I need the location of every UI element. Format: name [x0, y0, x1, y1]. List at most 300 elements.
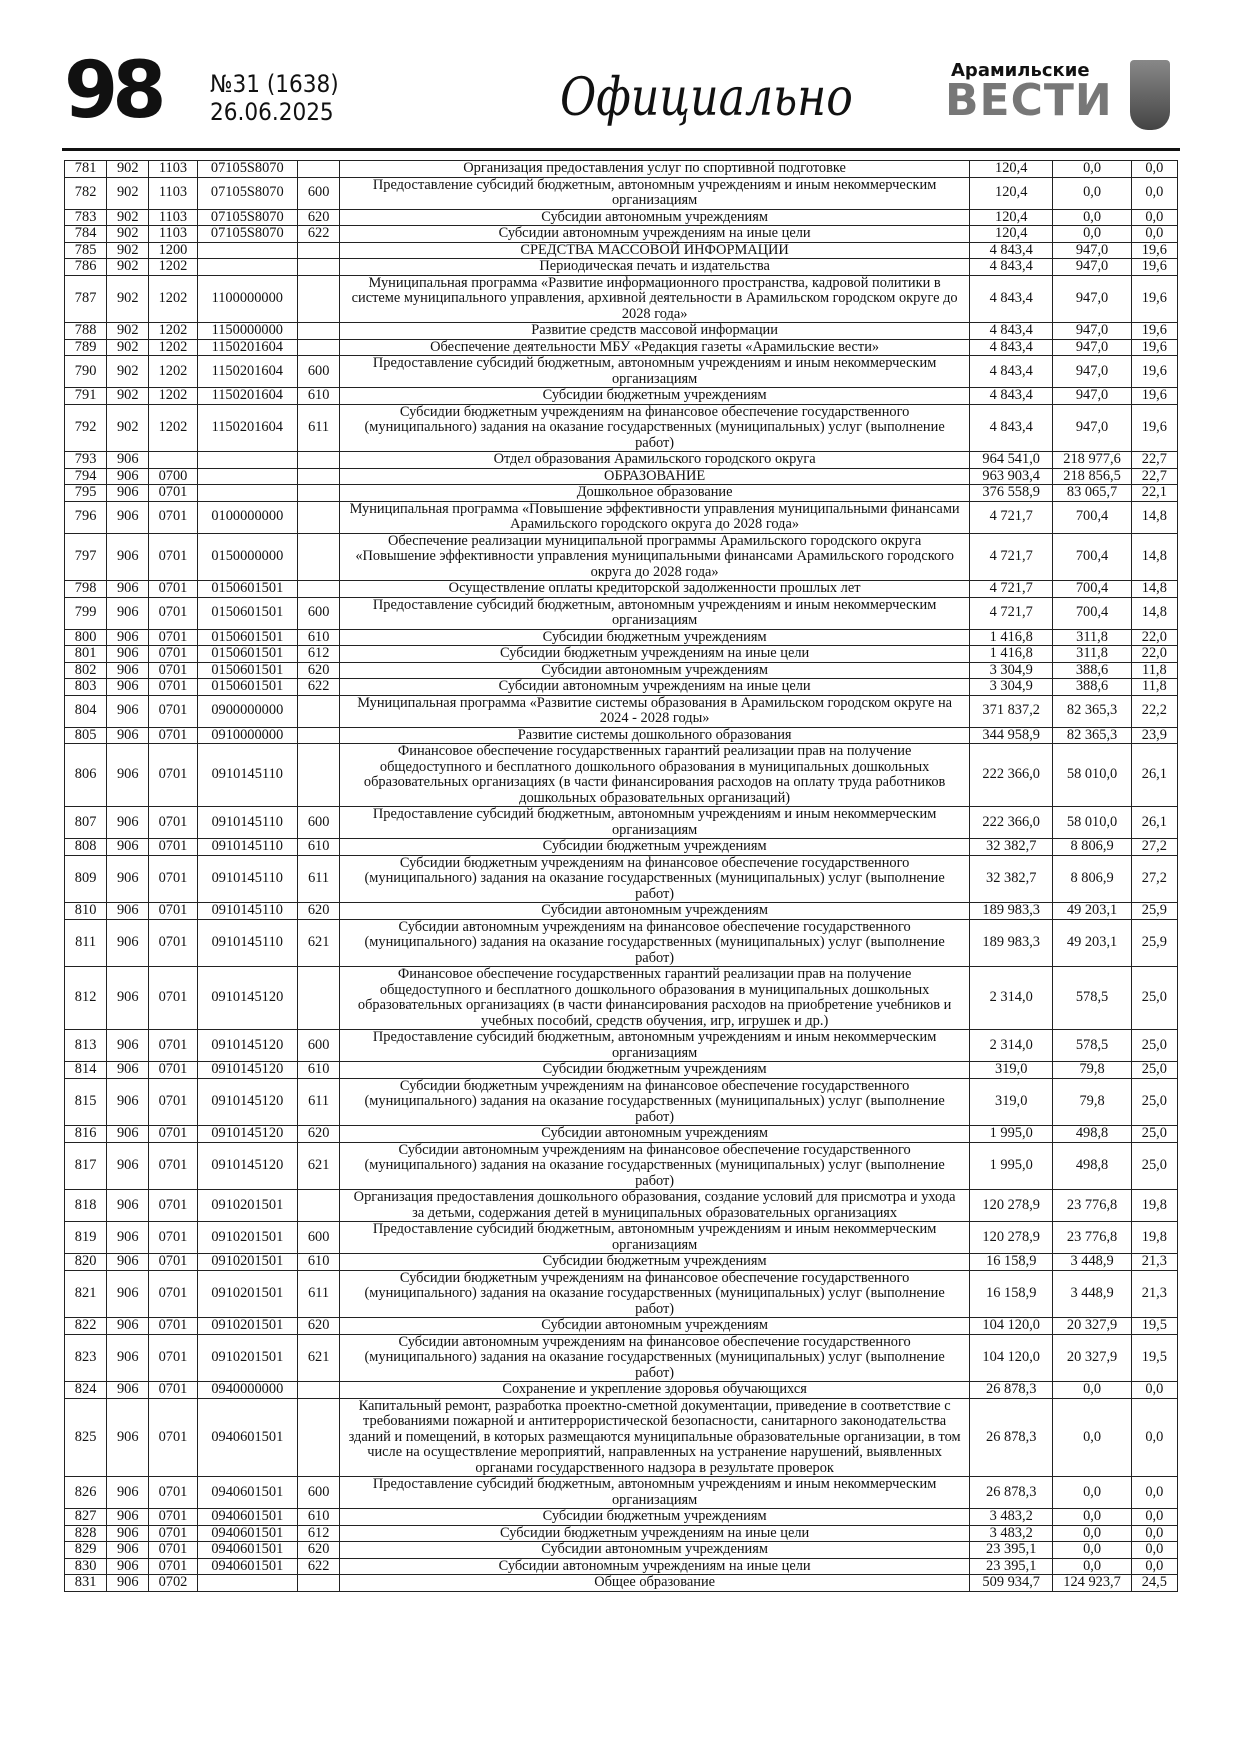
expense-type-code: 600 [298, 177, 340, 209]
row-number: 819 [65, 1222, 107, 1254]
table-row [65, 727, 1178, 744]
table-row [65, 323, 1178, 340]
section-code: 0701 [149, 1509, 197, 1526]
target-article-code: 1100000000 [197, 275, 297, 323]
actual-amount: 0,0 [1053, 1398, 1131, 1477]
expense-type-code [298, 323, 340, 340]
target-article-code: 1150000000 [197, 323, 297, 340]
table-row [65, 452, 1178, 469]
planned-amount: 4 843,4 [970, 323, 1053, 340]
row-number: 805 [65, 727, 107, 744]
target-article-code: 0910201501 [197, 1222, 297, 1254]
department-code: 906 [107, 1334, 149, 1382]
target-article-code: 0910000000 [197, 727, 297, 744]
target-article-code: 0150601501 [197, 679, 297, 696]
newspaper-logo [945, 60, 1115, 126]
actual-amount: 0,0 [1053, 226, 1131, 243]
expense-type-code: 600 [298, 1222, 340, 1254]
expense-type-code: 610 [298, 1254, 340, 1271]
planned-amount: 1 995,0 [970, 1126, 1053, 1143]
department-code: 906 [107, 1477, 149, 1509]
department-code: 902 [107, 242, 149, 259]
expense-type-code: 622 [298, 679, 340, 696]
issue-number: №31 (1638) [210, 70, 339, 98]
table-row [65, 501, 1178, 533]
item-name: Предоставление субсидий бюджетным, автономным учреждениям и иным некоммерческим организациям [340, 807, 970, 839]
actual-amount: 218 977,6 [1053, 452, 1131, 469]
target-article-code: 0940601501 [197, 1509, 297, 1526]
actual-amount: 700,4 [1053, 597, 1131, 629]
planned-amount: 1 995,0 [970, 1142, 1053, 1190]
target-article-code: 0910201501 [197, 1254, 297, 1271]
table-row [65, 404, 1178, 452]
target-article-code: 0910201501 [197, 1334, 297, 1382]
actual-amount: 947,0 [1053, 356, 1131, 388]
actual-amount: 49 203,1 [1053, 919, 1131, 967]
execution-percent: 11,8 [1131, 679, 1177, 696]
issue-date: 26.06.2025 [210, 98, 334, 126]
row-number: 796 [65, 501, 107, 533]
execution-percent: 0,0 [1131, 1525, 1177, 1542]
row-number: 799 [65, 597, 107, 629]
execution-percent: 25,0 [1131, 1126, 1177, 1143]
section-code: 0701 [149, 1558, 197, 1575]
item-name: Субсидии автономным учреждениям [340, 1318, 970, 1335]
execution-percent: 25,0 [1131, 1142, 1177, 1190]
table-row [65, 242, 1178, 259]
expense-type-code: 622 [298, 1558, 340, 1575]
execution-percent: 22,1 [1131, 485, 1177, 502]
department-code: 906 [107, 1078, 149, 1126]
execution-percent: 23,9 [1131, 727, 1177, 744]
execution-percent: 0,0 [1131, 1542, 1177, 1559]
item-name: Субсидии бюджетным учреждениям [340, 1062, 970, 1079]
section-code: 0700 [149, 468, 197, 485]
table-row [65, 1542, 1178, 1559]
item-name: Осуществление оплаты кредиторской задолженности прошлых лет [340, 581, 970, 598]
department-code: 906 [107, 1558, 149, 1575]
planned-amount: 509 934,7 [970, 1575, 1053, 1592]
target-article-code: 0150601501 [197, 597, 297, 629]
item-name: Субсидии автономным учреждениям [340, 1542, 970, 1559]
actual-amount: 947,0 [1053, 259, 1131, 276]
section-code [149, 452, 197, 469]
table-row [65, 1334, 1178, 1382]
row-number: 808 [65, 839, 107, 856]
expense-type-code [298, 161, 340, 178]
planned-amount: 1 416,8 [970, 629, 1053, 646]
row-number: 812 [65, 967, 107, 1030]
row-number: 831 [65, 1575, 107, 1592]
section-code: 0701 [149, 1222, 197, 1254]
section-code: 0701 [149, 679, 197, 696]
execution-percent: 0,0 [1131, 1398, 1177, 1477]
item-name: Муниципальная программа «Развитие системы образования в Арамильском городском округе на 2024 - 2028 годы» [340, 695, 970, 727]
department-code: 902 [107, 209, 149, 226]
department-code: 906 [107, 1062, 149, 1079]
item-name: Субсидии бюджетным учреждениям на иные цели [340, 646, 970, 663]
actual-amount: 947,0 [1053, 275, 1131, 323]
planned-amount: 3 304,9 [970, 662, 1053, 679]
table-row [65, 662, 1178, 679]
section-code: 0701 [149, 1254, 197, 1271]
item-name: Субсидии бюджетным учреждениям на финансовое обеспечение государственного (муниципального) задания на оказание государственных (муниципальных) услуг (выполнение работ) [340, 1270, 970, 1318]
row-number: 822 [65, 1318, 107, 1335]
row-number: 793 [65, 452, 107, 469]
expense-type-code [298, 1398, 340, 1477]
expense-type-code: 620 [298, 1126, 340, 1143]
item-name: Муниципальная программа «Повышение эффективности управления муниципальными финансами Арамильского городского округа до 2028 года» [340, 501, 970, 533]
row-number: 787 [65, 275, 107, 323]
section-title: Официально [560, 68, 853, 128]
section-code: 0701 [149, 662, 197, 679]
actual-amount: 700,4 [1053, 501, 1131, 533]
row-number: 817 [65, 1142, 107, 1190]
planned-amount: 26 878,3 [970, 1382, 1053, 1399]
execution-percent: 0,0 [1131, 161, 1177, 178]
execution-percent: 27,2 [1131, 855, 1177, 903]
actual-amount: 578,5 [1053, 1030, 1131, 1062]
target-article-code: 0940601501 [197, 1525, 297, 1542]
planned-amount: 963 903,4 [970, 468, 1053, 485]
actual-amount: 947,0 [1053, 388, 1131, 405]
item-name: Субсидии бюджетным учреждениям на финансовое обеспечение государственного (муниципального) задания на оказание государственных (муниципальных) услуг (выполнение работ) [340, 1078, 970, 1126]
expense-type-code [298, 485, 340, 502]
section-code: 0701 [149, 1190, 197, 1222]
expense-type-code [298, 1382, 340, 1399]
section-code: 1202 [149, 339, 197, 356]
actual-amount: 0,0 [1053, 1382, 1131, 1399]
section-code: 0701 [149, 629, 197, 646]
row-number: 791 [65, 388, 107, 405]
table-row [65, 1558, 1178, 1575]
table-row [65, 744, 1178, 807]
actual-amount: 79,8 [1053, 1078, 1131, 1126]
expense-type-code: 621 [298, 1334, 340, 1382]
table-row [65, 468, 1178, 485]
table-row [65, 695, 1178, 727]
table-row [65, 855, 1178, 903]
item-name: Периодическая печать и издательства [340, 259, 970, 276]
table-row [65, 1575, 1178, 1592]
table-row [65, 177, 1178, 209]
section-code: 0701 [149, 919, 197, 967]
header-divider [62, 148, 1180, 151]
actual-amount: 0,0 [1053, 1509, 1131, 1526]
target-article-code: 1150201604 [197, 388, 297, 405]
item-name: Организация предоставления услуг по спортивной подготовке [340, 161, 970, 178]
execution-percent: 19,6 [1131, 356, 1177, 388]
department-code: 906 [107, 967, 149, 1030]
actual-amount: 83 065,7 [1053, 485, 1131, 502]
expense-type-code [298, 501, 340, 533]
target-article-code: 0910145110 [197, 807, 297, 839]
row-number: 823 [65, 1334, 107, 1382]
department-code: 906 [107, 629, 149, 646]
item-name: Субсидии автономным учреждениям на финансовое обеспечение государственного (муниципального) задания на оказание государственных (муниципальных) услуг (выполнение работ) [340, 919, 970, 967]
row-number: 813 [65, 1030, 107, 1062]
execution-percent: 0,0 [1131, 177, 1177, 209]
actual-amount: 8 806,9 [1053, 855, 1131, 903]
item-name: Субсидии автономным учреждениям на иные цели [340, 1558, 970, 1575]
section-code: 0701 [149, 1477, 197, 1509]
department-code: 906 [107, 1270, 149, 1318]
row-number: 800 [65, 629, 107, 646]
section-code: 0701 [149, 839, 197, 856]
row-number: 786 [65, 259, 107, 276]
target-article-code: 0910201501 [197, 1270, 297, 1318]
item-name: Отдел образования Арамильского городского округа [340, 452, 970, 469]
actual-amount: 58 010,0 [1053, 807, 1131, 839]
execution-percent: 0,0 [1131, 1477, 1177, 1509]
department-code: 906 [107, 727, 149, 744]
planned-amount: 344 958,9 [970, 727, 1053, 744]
target-article-code [197, 242, 297, 259]
planned-amount: 964 541,0 [970, 452, 1053, 469]
row-number: 830 [65, 1558, 107, 1575]
execution-percent: 25,0 [1131, 1078, 1177, 1126]
section-code: 0701 [149, 807, 197, 839]
table-row [65, 1142, 1178, 1190]
planned-amount: 4 843,4 [970, 275, 1053, 323]
target-article-code: 0940601501 [197, 1477, 297, 1509]
table-row [65, 388, 1178, 405]
expense-type-code [298, 275, 340, 323]
table-row [65, 581, 1178, 598]
row-number: 815 [65, 1078, 107, 1126]
actual-amount: 124 923,7 [1053, 1575, 1131, 1592]
actual-amount: 8 806,9 [1053, 839, 1131, 856]
table-row [65, 226, 1178, 243]
row-number: 781 [65, 161, 107, 178]
row-number: 806 [65, 744, 107, 807]
target-article-code: 0910145120 [197, 967, 297, 1030]
expense-type-code [298, 468, 340, 485]
department-code: 906 [107, 581, 149, 598]
section-code: 0701 [149, 1062, 197, 1079]
department-code: 906 [107, 679, 149, 696]
actual-amount: 0,0 [1053, 161, 1131, 178]
execution-percent: 25,0 [1131, 1062, 1177, 1079]
department-code: 906 [107, 1254, 149, 1271]
expense-type-code [298, 259, 340, 276]
section-code: 0701 [149, 1318, 197, 1335]
planned-amount: 2 314,0 [970, 967, 1053, 1030]
target-article-code: 0150000000 [197, 533, 297, 581]
expense-type-code: 611 [298, 1078, 340, 1126]
execution-percent: 22,7 [1131, 452, 1177, 469]
planned-amount: 23 395,1 [970, 1542, 1053, 1559]
expense-type-code [298, 1190, 340, 1222]
execution-percent: 26,1 [1131, 744, 1177, 807]
row-number: 818 [65, 1190, 107, 1222]
target-article-code: 1150201604 [197, 404, 297, 452]
target-article-code: 0910145120 [197, 1126, 297, 1143]
execution-percent: 19,6 [1131, 242, 1177, 259]
execution-percent: 14,8 [1131, 501, 1177, 533]
budget-table [64, 160, 1178, 1592]
target-article-code: 07105S8070 [197, 161, 297, 178]
section-code: 0701 [149, 1078, 197, 1126]
planned-amount: 16 158,9 [970, 1254, 1053, 1271]
section-code: 0701 [149, 597, 197, 629]
department-code: 906 [107, 597, 149, 629]
department-code: 906 [107, 1126, 149, 1143]
item-name: Субсидии автономным учреждениям на финансовое обеспечение государственного (муниципального) задания на оказание государственных (муниципальных) услуг (выполнение работ) [340, 1334, 970, 1382]
execution-percent: 22,0 [1131, 646, 1177, 663]
section-code: 0701 [149, 855, 197, 903]
department-code: 902 [107, 356, 149, 388]
expense-type-code: 620 [298, 1318, 340, 1335]
item-name: Предоставление субсидий бюджетным, автономным учреждениям и иным некоммерческим организациям [340, 1477, 970, 1509]
department-code: 906 [107, 807, 149, 839]
planned-amount: 4 721,7 [970, 597, 1053, 629]
planned-amount: 120,4 [970, 226, 1053, 243]
table-row [65, 1398, 1178, 1477]
execution-percent: 25,0 [1131, 1030, 1177, 1062]
table-row [65, 1318, 1178, 1335]
expense-type-code [298, 452, 340, 469]
planned-amount: 120,4 [970, 161, 1053, 178]
department-code: 902 [107, 259, 149, 276]
row-number: 824 [65, 1382, 107, 1399]
item-name: Сохранение и укрепление здоровья обучающихся [340, 1382, 970, 1399]
table-row [65, 1078, 1178, 1126]
planned-amount: 104 120,0 [970, 1318, 1053, 1335]
actual-amount: 3 448,9 [1053, 1270, 1131, 1318]
target-article-code: 0910145110 [197, 744, 297, 807]
expense-type-code: 600 [298, 597, 340, 629]
department-code: 906 [107, 839, 149, 856]
row-number: 794 [65, 468, 107, 485]
execution-percent: 14,8 [1131, 597, 1177, 629]
item-name: Субсидии бюджетным учреждениям [340, 839, 970, 856]
target-article-code: 0900000000 [197, 695, 297, 727]
target-article-code: 0100000000 [197, 501, 297, 533]
execution-percent: 19,6 [1131, 339, 1177, 356]
row-number: 789 [65, 339, 107, 356]
item-name: Предоставление субсидий бюджетным, автономным учреждениям и иным некоммерческим организациям [340, 356, 970, 388]
actual-amount: 58 010,0 [1053, 744, 1131, 807]
item-name: Предоставление субсидий бюджетным, автономным учреждениям и иным некоммерческим организациям [340, 1030, 970, 1062]
logo-top-text: Арамильские [951, 60, 1090, 81]
section-code: 1202 [149, 356, 197, 388]
expense-type-code [298, 695, 340, 727]
row-number: 821 [65, 1270, 107, 1318]
department-code: 906 [107, 903, 149, 920]
actual-amount: 82 365,3 [1053, 695, 1131, 727]
table-row [65, 533, 1178, 581]
expense-type-code: 621 [298, 1142, 340, 1190]
item-name: Общее образование [340, 1575, 970, 1592]
actual-amount: 700,4 [1053, 581, 1131, 598]
item-name: Развитие средств массовой информации [340, 323, 970, 340]
row-number: 810 [65, 903, 107, 920]
planned-amount: 120,4 [970, 209, 1053, 226]
item-name: Субсидии бюджетным учреждениям на финансовое обеспечение государственного (муниципального) задания на оказание государственных (муниципальных) услуг (выполнение работ) [340, 404, 970, 452]
table-row [65, 1509, 1178, 1526]
execution-percent: 19,5 [1131, 1318, 1177, 1335]
execution-percent: 11,8 [1131, 662, 1177, 679]
planned-amount: 32 382,7 [970, 839, 1053, 856]
table-row [65, 1525, 1178, 1542]
execution-percent: 25,9 [1131, 903, 1177, 920]
planned-amount: 319,0 [970, 1078, 1053, 1126]
table-row [65, 161, 1178, 178]
row-number: 816 [65, 1126, 107, 1143]
target-article-code [197, 1575, 297, 1592]
section-code: 0701 [149, 967, 197, 1030]
item-name: Финансовое обеспечение государственных гарантий реализации прав на получение общедоступного и бесплатного дошкольного образования в муниципальных дошкольных образовательных организациях (в части финансирования расходов на приобретение учебников и учебных пособий, средств обучения, игр, игрушек и др.) [340, 967, 970, 1030]
expense-type-code: 600 [298, 356, 340, 388]
expense-type-code: 600 [298, 1030, 340, 1062]
item-name: СРЕДСТВА МАССОВОЙ ИНФОРМАЦИИ [340, 242, 970, 259]
execution-percent: 19,6 [1131, 388, 1177, 405]
actual-amount: 23 776,8 [1053, 1222, 1131, 1254]
execution-percent: 22,7 [1131, 468, 1177, 485]
execution-percent: 22,0 [1131, 629, 1177, 646]
target-article-code: 0940601501 [197, 1398, 297, 1477]
department-code: 906 [107, 1525, 149, 1542]
execution-percent: 24,5 [1131, 1575, 1177, 1592]
item-name: Субсидии бюджетным учреждениям на иные цели [340, 1525, 970, 1542]
execution-percent: 19,6 [1131, 275, 1177, 323]
planned-amount: 32 382,7 [970, 855, 1053, 903]
row-number: 807 [65, 807, 107, 839]
item-name: Субсидии бюджетным учреждениям [340, 629, 970, 646]
target-article-code: 0150601501 [197, 646, 297, 663]
actual-amount: 3 448,9 [1053, 1254, 1131, 1271]
target-article-code: 0910145110 [197, 839, 297, 856]
table-row [65, 597, 1178, 629]
target-article-code: 0150601501 [197, 629, 297, 646]
planned-amount: 120 278,9 [970, 1190, 1053, 1222]
section-code: 1202 [149, 323, 197, 340]
actual-amount: 0,0 [1053, 1525, 1131, 1542]
expense-type-code [298, 339, 340, 356]
item-name: Обеспечение деятельности МБУ «Редакция газеты «Арамильские вести» [340, 339, 970, 356]
expense-type-code: 622 [298, 226, 340, 243]
actual-amount: 20 327,9 [1053, 1318, 1131, 1335]
actual-amount: 0,0 [1053, 1477, 1131, 1509]
row-number: 825 [65, 1398, 107, 1477]
section-code: 0701 [149, 533, 197, 581]
execution-percent: 19,8 [1131, 1222, 1177, 1254]
row-number: 788 [65, 323, 107, 340]
planned-amount: 1 416,8 [970, 646, 1053, 663]
actual-amount: 0,0 [1053, 1542, 1131, 1559]
target-article-code: 0150601501 [197, 662, 297, 679]
actual-amount: 947,0 [1053, 242, 1131, 259]
actual-amount: 311,8 [1053, 646, 1131, 663]
table-row [65, 903, 1178, 920]
target-article-code: 1150201604 [197, 356, 297, 388]
department-code: 906 [107, 744, 149, 807]
row-number: 811 [65, 919, 107, 967]
department-code: 906 [107, 485, 149, 502]
department-code: 906 [107, 919, 149, 967]
section-code: 0702 [149, 1575, 197, 1592]
target-article-code [197, 259, 297, 276]
department-code: 906 [107, 468, 149, 485]
item-name: Развитие системы дошкольного образования [340, 727, 970, 744]
actual-amount: 49 203,1 [1053, 903, 1131, 920]
expense-type-code: 612 [298, 1525, 340, 1542]
target-article-code: 0940601501 [197, 1542, 297, 1559]
coat-of-arms-icon [1130, 60, 1170, 130]
planned-amount: 4 843,4 [970, 259, 1053, 276]
execution-percent: 19,5 [1131, 1334, 1177, 1382]
